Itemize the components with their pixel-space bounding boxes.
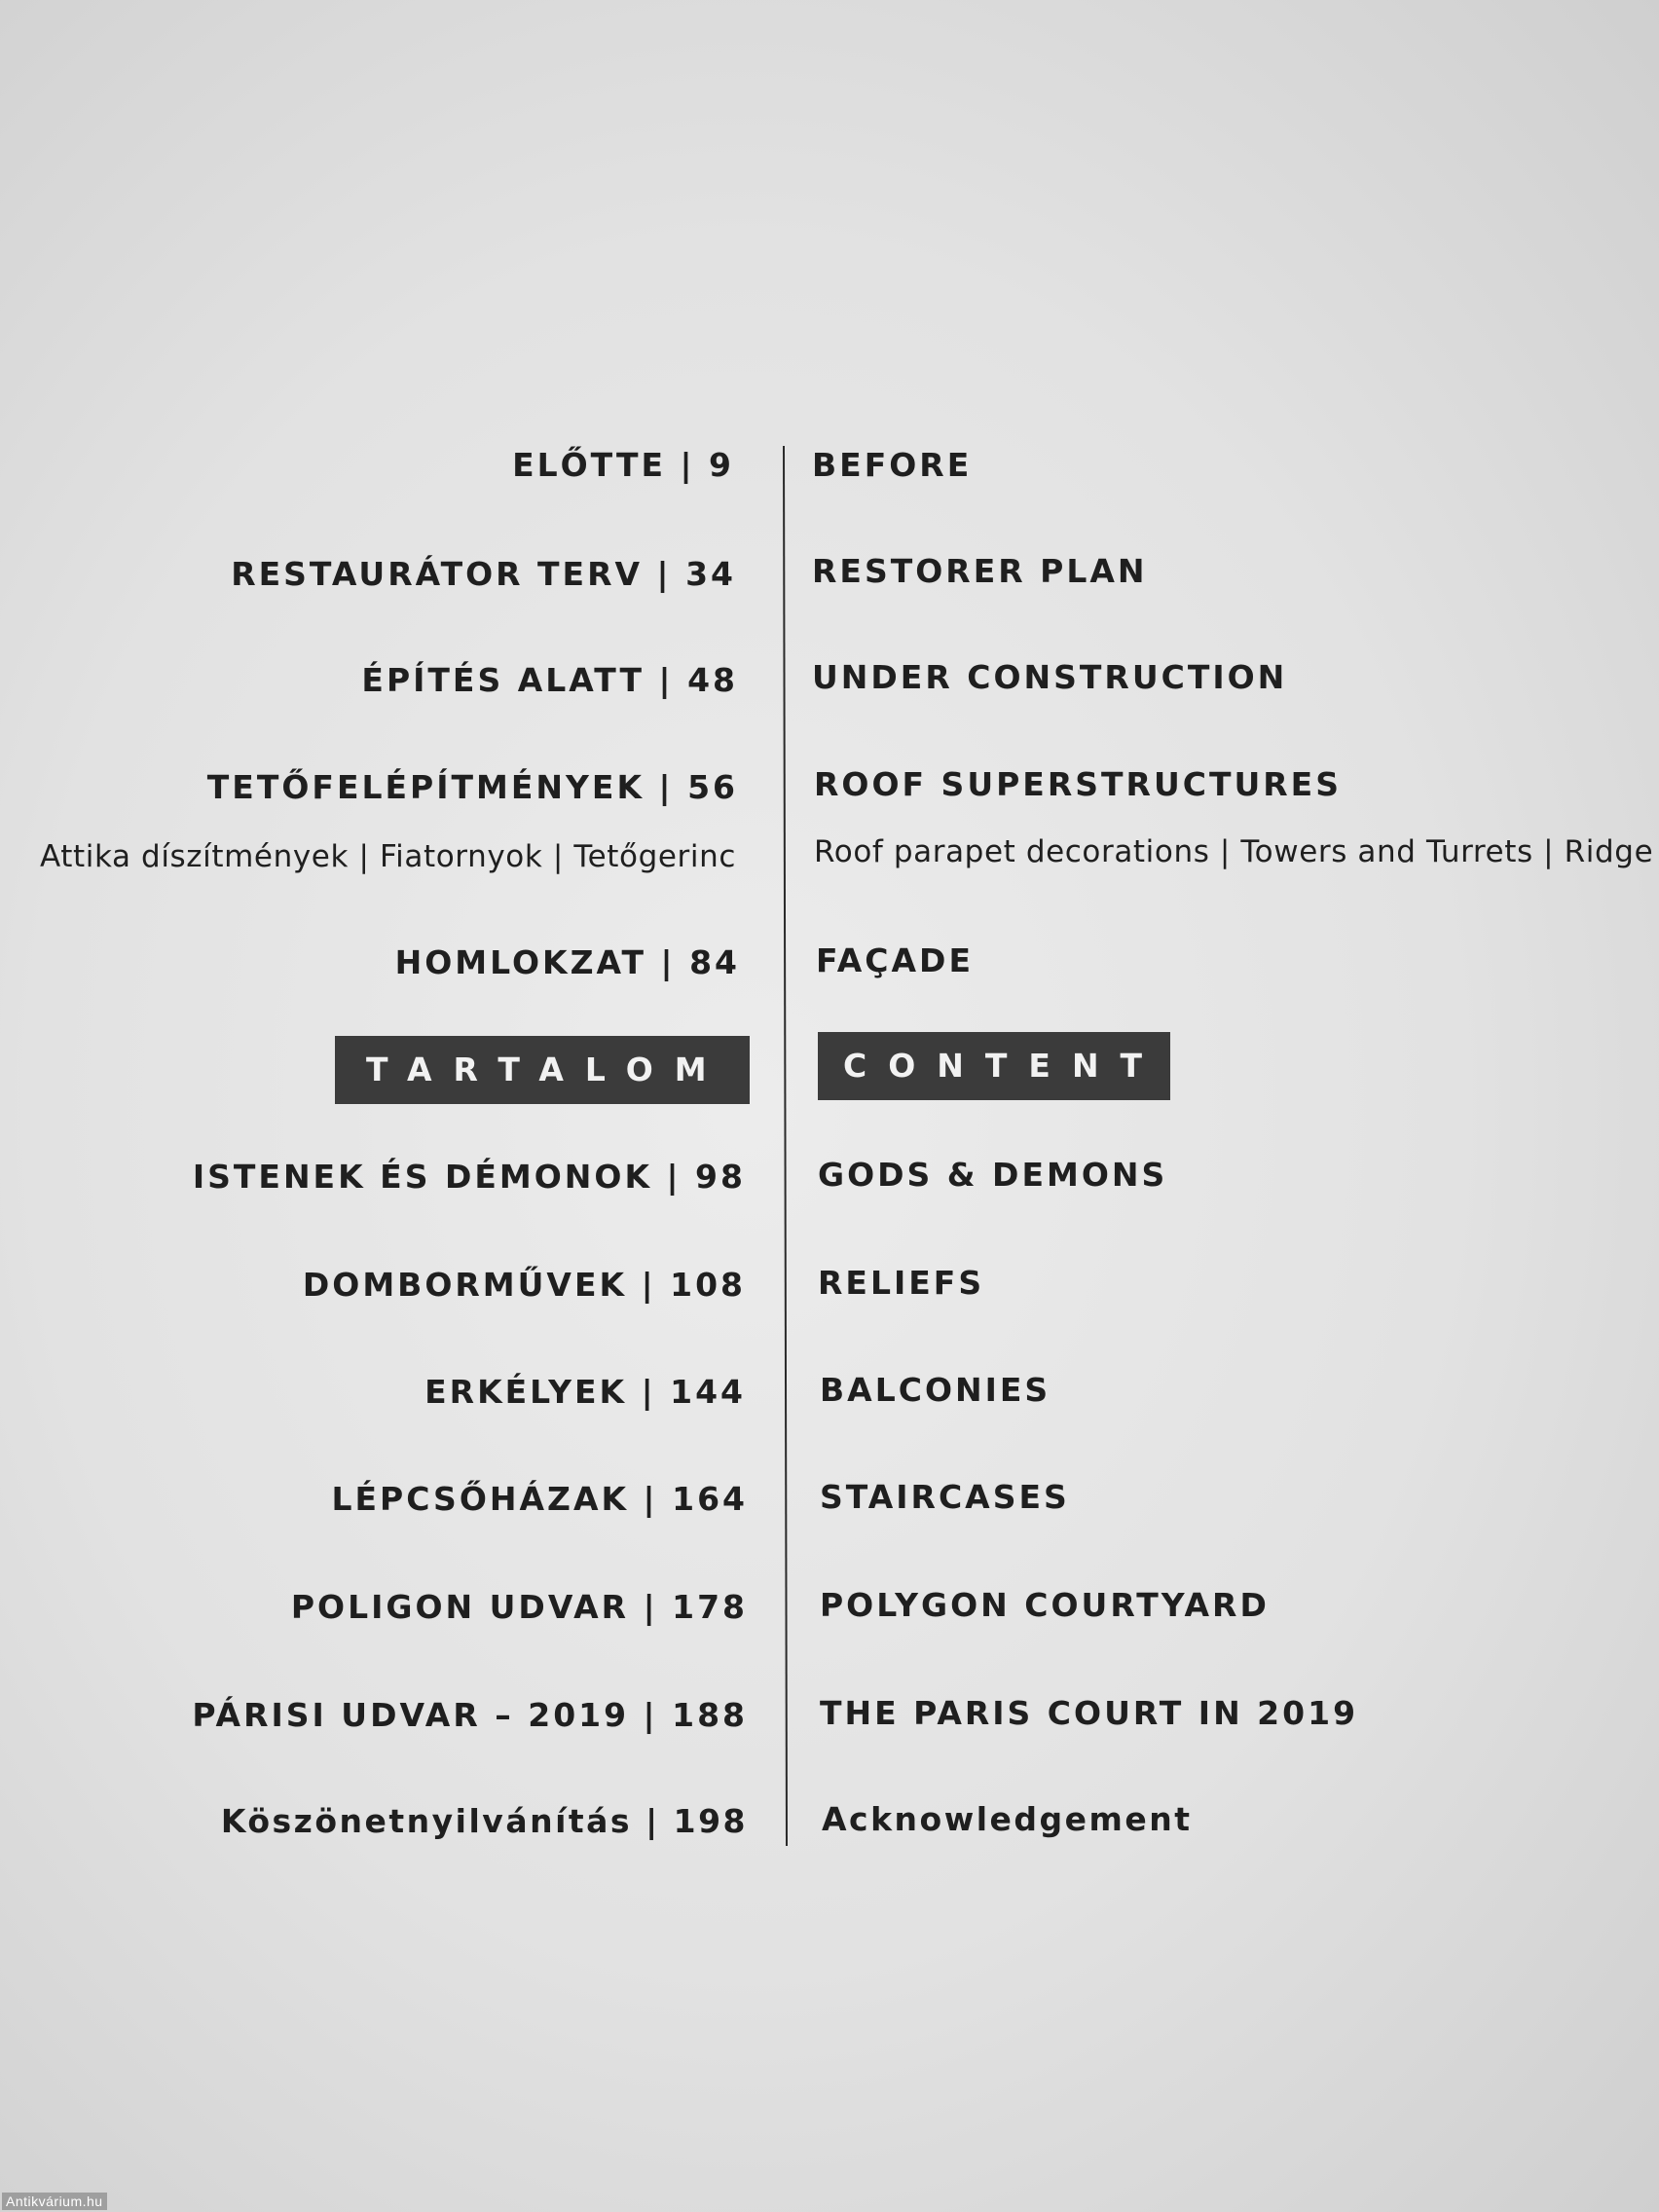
toc-entry-en-reliefs: RELIEFS xyxy=(818,1264,985,1302)
toc-entry-hu-istenek-es-demonok: ISTENEK ÉS DÉMONOK | 98 xyxy=(192,1158,746,1196)
toc-entry-en-under-construction: UNDER CONSTRUCTION xyxy=(812,658,1288,696)
toc-entry-en-paris-court: THE PARIS COURT IN 2019 xyxy=(820,1694,1359,1732)
toc-entry-en-roof-superstructures: ROOF SUPERSTRUCTURES xyxy=(814,765,1342,803)
contents-heading-en: CONTENT xyxy=(818,1032,1170,1100)
toc-entry-hu-poligon-udvar: POLIGON UDVAR | 178 xyxy=(290,1588,748,1626)
toc-entry-hu-lepcsohazak: LÉPCSŐHÁZAK | 164 xyxy=(331,1480,748,1518)
toc-entry-en-gods-and-demons: GODS & DEMONS xyxy=(818,1156,1168,1194)
hungarian-column xyxy=(0,0,748,2212)
toc-entry-hu-koszonetnyilvanitas: Köszönetnyilvánítás | 198 xyxy=(220,1802,748,1840)
toc-entry-hu-homlokzat: HOMLOKZAT | 84 xyxy=(394,943,740,981)
toc-entry-en-facade: FAÇADE xyxy=(816,941,974,979)
toc-entry-hu-restaurator-terv: RESTAURÁTOR TERV | 34 xyxy=(231,555,736,593)
toc-entry-hu-dombormuvek: DOMBORMŰVEK | 108 xyxy=(302,1266,746,1304)
toc-entry-hu-tetofelepitmenyek: TETŐFELÉPÍTMÉNYEK | 56 xyxy=(206,768,738,806)
toc-entry-en-balconies: BALCONIES xyxy=(820,1371,1051,1409)
toc-entry-hu-epites-alatt: ÉPÍTÉS ALATT | 48 xyxy=(361,661,738,699)
toc-entry-en-staircases: STAIRCASES xyxy=(820,1478,1070,1516)
toc-subentry-hu-roof-details: Attika díszítmények | Fiatornyok | Tetőgerinc xyxy=(40,839,736,874)
toc-subentry-en-roof-details: Roof parapet decorations | Towers and Turrets | Ridge xyxy=(814,834,1654,869)
toc-entry-hu-parisi-udvar: PÁRISI UDVAR – 2019 | 188 xyxy=(192,1696,748,1734)
toc-entry-en-polygon-courtyard: POLYGON COURTYARD xyxy=(820,1586,1270,1624)
toc-entry-en-before: BEFORE xyxy=(812,446,973,484)
center-divider xyxy=(783,446,788,1846)
english-column xyxy=(812,0,1654,2212)
toc-entry-en-acknowledgement: Acknowledgement xyxy=(822,1800,1193,1838)
contents-heading-hu: TARTALOM xyxy=(335,1036,750,1104)
toc-entry-hu-erkelyek: ERKÉLYEK | 144 xyxy=(424,1373,746,1411)
toc-entry-hu-elotte: ELŐTTE | 9 xyxy=(512,446,734,484)
watermark: Antikvárium.hu xyxy=(2,2193,107,2210)
toc-entry-en-restorer-plan: RESTORER PLAN xyxy=(812,552,1148,590)
